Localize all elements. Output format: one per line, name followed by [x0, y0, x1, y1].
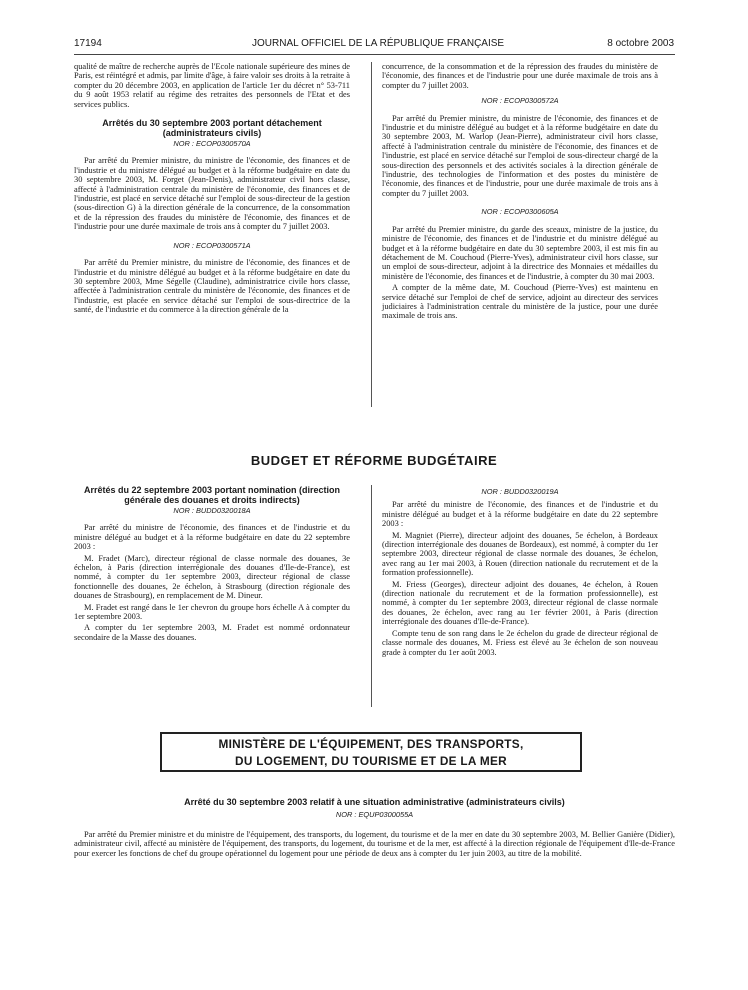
column-divider: [371, 62, 372, 407]
nor-reference: NOR : ECOP0300570A: [173, 139, 251, 149]
decree-paragraph: Par arrêté du Premier ministre, du ministre de l'économie, des finances et de l'industrie et du ministre délégué au budget et à la réforme budgétaire en date du 30 septembre 2003, M. Forget (Jean-Denis), administrateur civil hors classe, affecté à l'administration centrale du ministère de l'économie, des finances et de l'industrie, est placé en service détaché sur l'emploi de sous-directeur de la gestion (sous-direction G) à la direction générale de la concurrence, de la consommation et de la répression des fraudes du ministère de l'économie, des finances et de l'industrie pour une durée maximale de trois ans à compter du 7 juillet 2003.: [74, 156, 350, 232]
nor-reference: NOR : BUDD0320019A: [481, 487, 559, 496]
ministry-title-line: DU LOGEMENT, DU TOURISME ET DE LA MER: [235, 754, 507, 768]
budget-right-column: [382, 487, 658, 659]
nor-reference: NOR : BUDD0320018A: [173, 506, 251, 515]
decree-paragraph: M. Fradet est rangé dans le 1er chevron du groupe hors échelle A à compter du 1er septembre 2003.: [74, 602, 350, 622]
decree-paragraph: Par arrêté du ministre de l'économie, des finances et de l'industrie et du ministre délégué au budget et à la réforme budgétaire en date du 22 septembre 2003 :: [382, 500, 658, 529]
header-rule: [74, 54, 675, 55]
decree-paragraph: Par arrêté du Premier ministre, du garde des sceaux, ministre de la justice, du ministre de l'économie, des finances et de l'industrie et du ministre délégué au budget et à la réforme budgétaire en date du 30 septembre 2003, il est mis fin au détachement de M. Couchoud (Pierre-Yves), administrateur civil hors classe, sur un emploi de sous-directeur, adjoint à la directrice des Monnaies et médailles du ministère de l'économie, des finances et de l'industrie, à compter du 30 mai 2003.: [382, 224, 658, 281]
ministry-decree: [74, 798, 675, 858]
section-title-budget: BUDGET ET RÉFORME BUDGÉTAIRE: [250, 453, 498, 468]
decree-paragraph: A compter de la même date, M. Couchoud (Pierre-Yves) est maintenu en service détaché sur l'emploi de chef de service, adjoint au directeur des services judiciaires à l'administration centrale du ministère de la justice, pour une durée maximale de trois ans.: [382, 283, 658, 321]
page-number: 17194: [74, 38, 102, 49]
top-left-column: [74, 62, 350, 317]
nor-reference: NOR : ECOP0300572A: [481, 96, 559, 106]
continued-paragraph: qualité de maître de recherche auprès de l'Ecole nationale supérieure des mines de Paris, est réintégré et admis, par limite d'âge, à faire valoir ses droits à la retraite à compter du 20 décembre 2003, en application de l'article 1er du décret n° 53-711 du 9 août 1953 relatif au régime des retraites des personnels de l'Etat et des services publics.: [74, 62, 350, 109]
top-right-column: [382, 62, 658, 323]
nor-reference: NOR : EQUP0300055A: [335, 810, 414, 820]
nor-reference: NOR : ECOP0300571A: [173, 240, 251, 250]
decree-paragraph: M. Friess (Georges), directeur adjoint des douanes, 4e échelon, à Rouen (direction nationale du recrutement et de la formation professionnelle), est nommé, à compter du 1er septembre 2003, directeur régional de classe normale des douanes, 2e échelon, avec rang au 1er février 2001, à Paris (direction interrégionale des douanes d'Ile-de-France).: [382, 579, 658, 627]
issue-date: 8 octobre 2003: [607, 38, 674, 49]
decree-paragraph: M. Fradet (Marc), directeur régional de classe normale des douanes, 3e échelon, à Paris (direction interrégionale des douanes d'Ile-de-France), est nommé, à compter du 1er septembre 2003, directeur régional de classe fonctionnelle des douanes, 2e échelon, à Strasbourg (direction régionale des douanes de Strasbourg), en remplacement de M. Dineur.: [74, 553, 350, 601]
nor-reference: NOR : ECOP0300605A: [481, 207, 559, 217]
decree-paragraph: Par arrêté du Premier ministre et du ministre de l'équipement, des transports, du logement, du tourisme et de la mer en date du 30 septembre 2003, M. Bellier Ganière (Didier), administrateur civil, affecté au ministère de l'équipement, des transports, du logement, du tourisme et de la mer, est affecté à la direction régionale de l'équipement d'Ile-de-France pour exercer les fonctions de chef du groupe opérationnel du logement pour une période de deux ans à compter du 1er juin 2003, au titre de la mobilité.: [74, 829, 675, 858]
decree-heading: Arrêté du 30 septembre 2003 relatif à une situation administrative (administrateurs civils): [184, 797, 565, 807]
decree-paragraph: Par arrêté du Premier ministre, du ministre de l'économie, des finances et de l'industrie et du ministre délégué au budget et à la réforme budgétaire en date du 30 septembre 2003, M. Warlop (Jean-Pierre), administrateur civil hors classe, affecté à l'administration centrale du ministère de l'économie, des finances et de l'industrie, est placé en service détaché sur l'emploi de sous-directeur chargé de la sous-direction des personnels et des activités sociales à la direction générale de l'industrie, des technologies de l'information et des postes du ministère de l'économie, des finances et de l'industrie, pour une durée maximale de trois ans à compter du 7 juillet 2003.: [382, 113, 658, 198]
budget-left-column: [74, 485, 350, 644]
page-header: [74, 38, 674, 52]
continued-paragraph: concurrence, de la consommation et de la répression des fraudes du ministère de l'économie, des finances et de l'industrie pour une durée maximale de trois ans à compter du 7 juillet 2003.: [382, 62, 658, 90]
decree-paragraph: Compte tenu de son rang dans le 2e échelon du grade de directeur régional de classe normale des douanes, M. Friess est élevé au 3e échelon de son nouveau grade à compter du 1er août 2003.: [382, 628, 658, 657]
decree-paragraph: Par arrêté du ministre de l'économie, des finances et de l'industrie et du ministre délégué au budget et à la réforme budgétaire en date du 22 septembre 2003 :: [74, 523, 350, 552]
ministry-title-box: [160, 732, 582, 772]
decree-paragraph: Par arrêté du Premier ministre, du ministre de l'économie, des finances et de l'industrie et du ministre délégué au budget et à la réforme budgétaire en date du 30 septembre 2003, Mme Ségelle (Claudine), administratrice civile hors classe, affectée à l'administration centrale du ministère de l'économie, des finances et de l'industrie, est placée en service détaché sur l'emploi de sous-directrice de la santé, de l'industrie et du commerce à la direction générale de la: [74, 258, 350, 315]
decree-paragraph: A compter du 1er septembre 2003, M. Fradet est nommé ordonnateur secondaire de la Masse des douanes.: [74, 623, 350, 642]
ministry-title-line: MINISTÈRE DE L'ÉQUIPEMENT, DES TRANSPORTS,: [218, 737, 524, 751]
decree-paragraph: M. Magniet (Pierre), directeur adjoint des douanes, 5e échelon, à Bordeaux (direction interrégionale des douanes de Bordeaux), est nommé, à compter du 1er septembre 2003, directeur régional de classe normale des douanes, 3e échelon, avec rang au 1er mai 2003, à Rouen (direction nationale du recrutement et de la formation professionnelle).: [382, 530, 658, 578]
journal-title: JOURNAL OFFICIEL DE LA RÉPUBLIQUE FRANÇAISE: [252, 38, 505, 49]
decree-heading: Arrêtés du 30 septembre 2003 portant détachement (administrateurs civils): [102, 118, 322, 139]
column-divider: [371, 485, 372, 707]
decree-heading: Arrêtés du 22 septembre 2003 portant nomination (direction générale des douanes et droits indirects): [83, 485, 341, 505]
